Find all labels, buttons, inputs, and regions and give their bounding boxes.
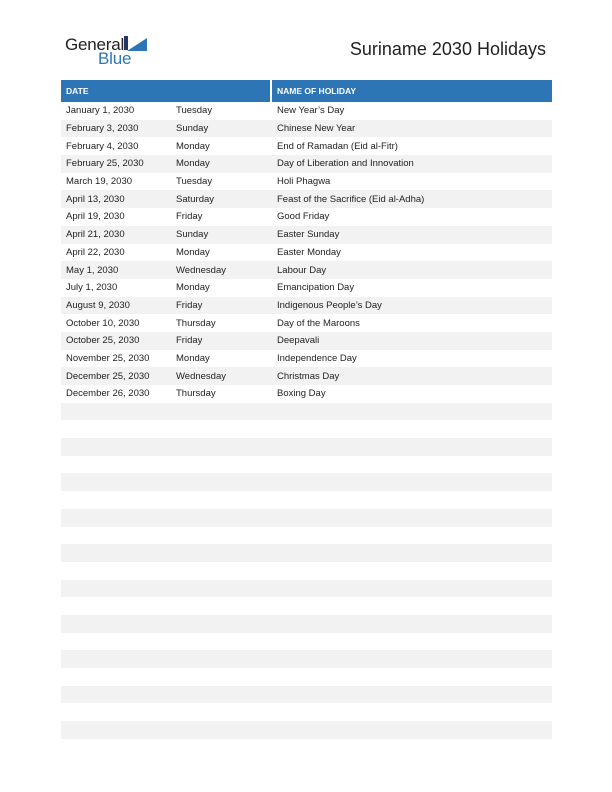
cell-date: April 22, 2030: [66, 246, 125, 258]
cell-day: Monday: [176, 158, 210, 170]
cell-name: End of Ramadan (Eid al-Fitr): [277, 140, 398, 152]
table-row-empty: [61, 562, 552, 580]
table-row-empty: [61, 438, 552, 456]
table-body: [61, 102, 552, 739]
table-row-empty: [61, 668, 552, 686]
cell-name: Indigenous People’s Day: [277, 299, 382, 311]
cell-name: Holi Phagwa: [277, 176, 331, 188]
logo-text-general: General: [65, 35, 125, 54]
table-row-empty: [61, 473, 552, 491]
cell-day: Sunday: [176, 123, 209, 135]
cell-date: April 21, 2030: [66, 229, 125, 241]
cell-day: Tuesday: [176, 176, 213, 188]
table-row: [61, 102, 552, 120]
table-header: [61, 80, 552, 102]
table-row-empty: [61, 597, 552, 615]
table-row-empty: [61, 580, 552, 598]
cell-date: December 25, 2030: [66, 370, 150, 382]
cell-date: March 19, 2030: [66, 176, 133, 188]
cell-name: New Year’s Day: [277, 105, 345, 117]
cell-name: Labour Day: [277, 264, 327, 276]
table-row-empty: [61, 544, 552, 562]
table-row-empty: [61, 509, 552, 527]
header-date: DATE: [66, 86, 89, 96]
cell-name: Boxing Day: [277, 388, 326, 400]
cell-name: Feast of the Sacrifice (Eid al-Adha): [277, 193, 425, 205]
table-row: [61, 297, 552, 315]
cell-name: Easter Sunday: [277, 229, 340, 241]
cell-day: Saturday: [176, 193, 215, 205]
table-row: [61, 208, 552, 226]
table-row-empty: [61, 703, 552, 721]
cell-date: February 3, 2030: [66, 123, 139, 135]
cell-date: May 1, 2030: [66, 264, 119, 276]
cell-date: October 10, 2030: [66, 317, 140, 329]
cell-name: Christmas Day: [277, 370, 340, 382]
cell-name: Good Friday: [277, 211, 330, 223]
cell-date: February 25, 2030: [66, 158, 144, 170]
table-row-empty: [61, 491, 552, 509]
cell-date: October 25, 2030: [66, 335, 140, 347]
table-row: [61, 350, 552, 368]
header-holiday-name: NAME OF HOLIDAY: [277, 86, 357, 96]
table-row-empty: [61, 686, 552, 704]
table-row-empty: [61, 650, 552, 668]
cell-date: August 9, 2030: [66, 299, 130, 311]
page-title: Suriname 2030 Holidays: [349, 39, 546, 59]
cell-name: Day of the Maroons: [277, 317, 360, 329]
table-row: [61, 173, 552, 191]
table-row-empty: [61, 420, 552, 438]
table-row: [61, 367, 552, 385]
holidays-table: [61, 80, 552, 739]
table-row: [61, 279, 552, 297]
cell-date: April 13, 2030: [66, 193, 125, 205]
table-row: [61, 190, 552, 208]
cell-day: Monday: [176, 352, 210, 364]
table-row: [61, 314, 552, 332]
table-row: [61, 244, 552, 262]
table-row: [61, 120, 552, 138]
table-row: [61, 226, 552, 244]
table-row: [61, 385, 552, 403]
table-row: [61, 332, 552, 350]
table-row: [61, 261, 552, 279]
cell-name: Independence Day: [277, 352, 357, 364]
logo-text-blue: Blue: [98, 49, 132, 68]
table-row-empty: [61, 403, 552, 421]
cell-date: December 26, 2030: [66, 388, 150, 400]
cell-name: Day of Liberation and Innovation: [277, 158, 414, 170]
cell-day: Monday: [176, 282, 210, 294]
logo: [65, 34, 155, 70]
cell-date: July 1, 2030: [66, 282, 118, 294]
cell-day: Monday: [176, 140, 210, 152]
cell-day: Sunday: [176, 229, 209, 241]
cell-date: January 1, 2030: [66, 105, 135, 117]
cell-name: Easter Monday: [277, 246, 341, 258]
cell-date: November 25, 2030: [66, 352, 150, 364]
cell-name: Deepavali: [277, 335, 320, 347]
table-row: [61, 137, 552, 155]
table-row: [61, 155, 552, 173]
table-row-empty: [61, 527, 552, 545]
table-row-empty: [61, 615, 552, 633]
cell-day: Thursday: [176, 388, 216, 400]
cell-day: Friday: [176, 335, 203, 347]
cell-name: Chinese New Year: [277, 123, 356, 135]
cell-date: April 19, 2030: [66, 211, 125, 223]
cell-day: Wednesday: [176, 264, 226, 276]
table-row-empty: [61, 721, 552, 739]
table-row-empty: [61, 456, 552, 474]
cell-day: Thursday: [176, 317, 216, 329]
cell-day: Tuesday: [176, 105, 213, 117]
cell-day: Friday: [176, 299, 203, 311]
cell-day: Friday: [176, 211, 203, 223]
table-row-empty: [61, 633, 552, 651]
cell-name: Emancipation Day: [277, 282, 355, 294]
cell-day: Wednesday: [176, 370, 226, 382]
cell-day: Monday: [176, 246, 210, 258]
cell-date: February 4, 2030: [66, 140, 139, 152]
